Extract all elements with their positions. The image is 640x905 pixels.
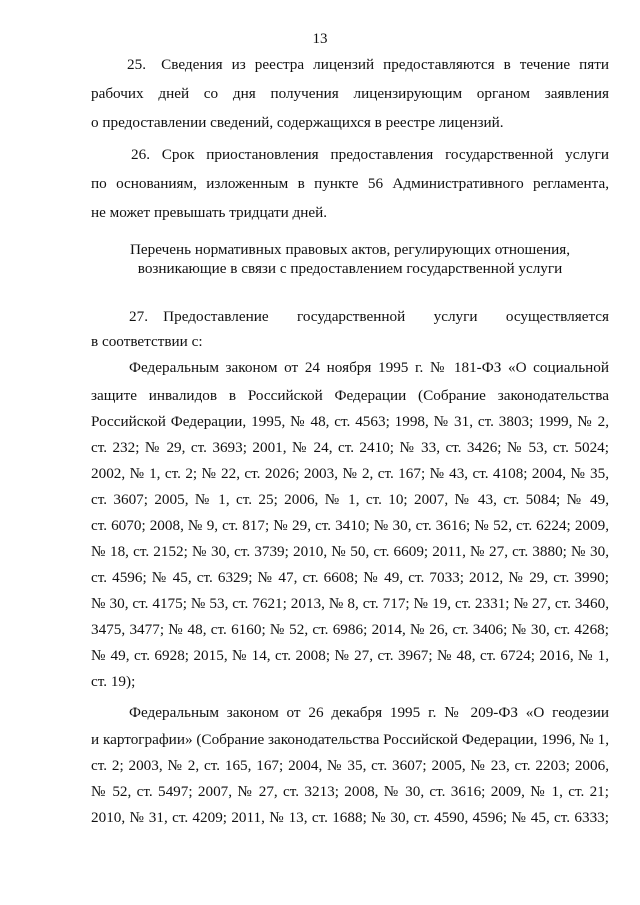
law-181-line-5: 2002, № 1, ст. 2; № 22, ст. 2026; 2003, № 2, ст. 167; № 43, ст. 4108; 2004, № 35,	[91, 465, 609, 482]
paragraph-27-line-2: в соответствии с:	[91, 333, 203, 350]
law-181-line-11: 3475, 3477; № 48, ст. 6160; № 52, ст. 6986; 2014, № 26, ст. 3406; № 30, ст. 4268;	[91, 621, 609, 638]
paragraph-26-line-1: 26. Срок приостановления предоставления государственной услуги	[131, 146, 609, 163]
law-181-line-12: № 49, ст. 6928; 2015, № 14, ст. 2008; № 27, ст. 3967; № 48, ст. 6724; 2016, № 1,	[91, 647, 609, 664]
law-209-line-2: и картографии» (Собрание законодательства Российской Федерации, 1996, № 1,	[91, 731, 609, 748]
law-181-line-13: ст. 19);	[91, 673, 136, 690]
law-181-line-10: № 30, ст. 4175; № 53, ст. 7621; 2013, № 8, ст. 717; № 19, ст. 2331; № 27, ст. 3460,	[91, 595, 609, 612]
paragraph-26-line-2: по основаниям, изложенным в пункте 56 Административного регламента,	[91, 175, 609, 192]
law-181-line-8: № 18, ст. 2152; № 30, ст. 3739; 2010, № 50, ст. 6609; 2011, № 27, ст. 3880; № 30,	[91, 543, 609, 560]
paragraph-26-line-3: не может превышать тридцати дней.	[91, 204, 328, 221]
law-181-line-4: ст. 232; № 29, ст. 3693; 2001, № 24, ст. 2410; № 33, ст. 3426; № 53, ст. 5024;	[91, 439, 609, 456]
law-209-line-1: Федеральным законом от 26 декабря 1995 г. № 209-ФЗ «О геодезии	[129, 704, 609, 721]
law-181-line-9: ст. 4596; № 45, ст. 6329; № 47, ст. 6608; № 49, ст. 7033; 2012, № 29, ст. 3990;	[91, 569, 609, 586]
page-number: 13	[312, 31, 328, 47]
law-181-line-6: ст. 3607; 2005, № 1, ст. 25; 2006, № 1, ст. 10; 2007, № 43, ст. 5084; № 49,	[91, 491, 609, 508]
section-heading-line-1: Перечень нормативных правовых актов, регулирующих отношения,	[129, 241, 571, 258]
law-181-line-3: Российской Федерации, 1995, № 48, ст. 4563; 1998, № 31, ст. 3803; 1999, № 2,	[91, 413, 609, 430]
section-heading-line-2: возникающие в связи с предоставлением государственной услуги	[137, 260, 563, 277]
law-181-line-1: Федеральным законом от 24 ноября 1995 г. № 181-ФЗ «О социальной	[129, 359, 609, 376]
law-209-line-5: 2010, № 31, ст. 4209; 2011, № 13, ст. 1688; № 30, ст. 4590, 4596; № 45, ст. 6333;	[91, 809, 609, 826]
paragraph-25-line-2: рабочих дней со дня получения лицензирующим органом заявления	[91, 85, 609, 102]
paragraph-25-line-1: 25. Сведения из реестра лицензий предоставляются в течение пяти	[127, 56, 609, 73]
law-181-line-7: ст. 6070; 2008, № 9, ст. 817; № 29, ст. 3410; № 30, ст. 3616; № 52, ст. 6224; 2009,	[91, 517, 609, 534]
law-181-line-2: защите инвалидов в Российской Федерации (Собрание законодательства	[91, 387, 609, 404]
law-209-line-4: № 52, ст. 5497; 2007, № 27, ст. 3213; 2008, № 30, ст. 3616; 2009, № 1, ст. 21;	[91, 783, 609, 800]
paragraph-27-line-1: 27. Предоставление государственной услуги осуществляется	[129, 308, 609, 325]
law-209-line-3: ст. 2; 2003, № 2, ст. 165, 167; 2004, № 35, ст. 3607; 2005, № 23, ст. 2203; 2006,	[91, 757, 609, 774]
paragraph-25-line-3: о предоставлении сведений, содержащихся в реестре лицензий.	[91, 114, 504, 131]
